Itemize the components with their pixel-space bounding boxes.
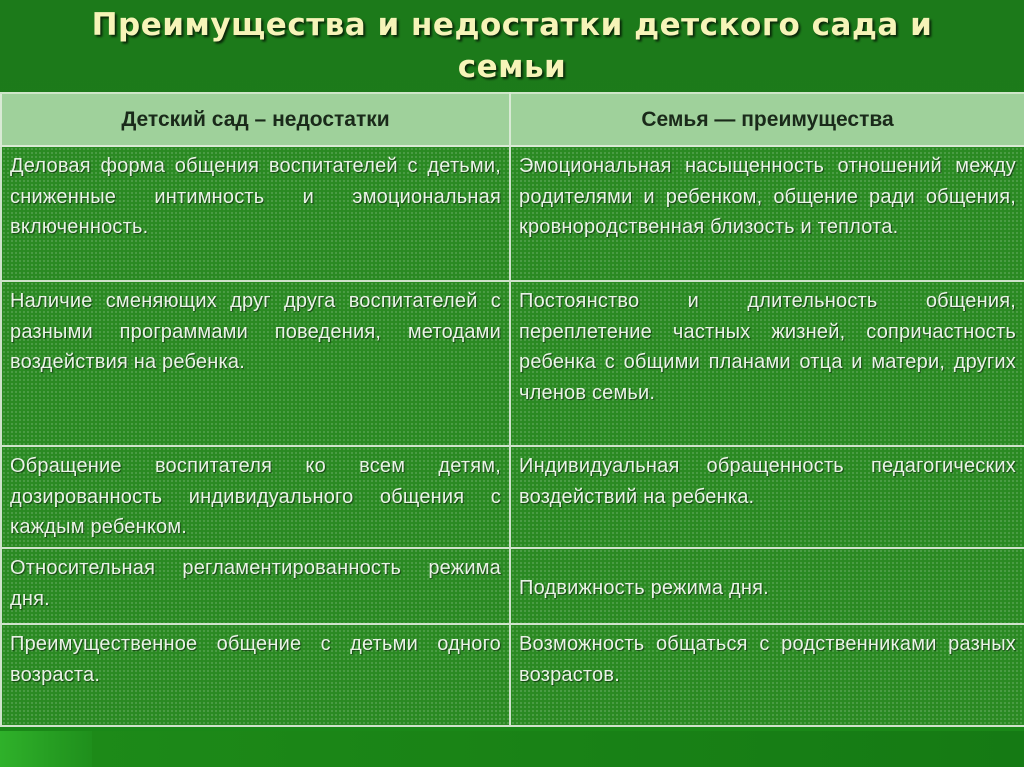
- table-row: [1, 548, 1024, 624]
- table-header-row: [1, 93, 1024, 146]
- kindergarten-cell: Относительная регламентированность режима дня.: [1, 548, 510, 624]
- kindergarten-cell: Наличие сменяющих друг друга воспитателей с разными программами поведения, методами воздействия на ребенка.: [1, 281, 510, 446]
- slide-title: Преимущества и недостатки детского сада и семьи: [91, 7, 933, 85]
- family-cell: Эмоциональная насыщенность отношений между родителями и ребенком, общение ради общения, кровнородственная близость и теплота.: [510, 146, 1024, 281]
- header-kindergarten-disadvantages: Детский сад – недостатки: [1, 93, 510, 146]
- kindergarten-cell: Обращение воспитателя ко всем детям, дозированность индивидуального общения с каждым ребенком.: [1, 446, 510, 548]
- family-cell: Индивидуальная обращенность педагогических воздействий на ребенка.: [510, 446, 1024, 548]
- comparison-table: [0, 92, 1024, 727]
- family-cell: Постоянство и длительность общения, переплетение частных жизней, сопричастность ребенка с общими планами отца и матери, других членов семьи.: [510, 281, 1024, 446]
- family-cell: Возможность общаться с родственниками разных возрастов.: [510, 624, 1024, 726]
- kindergarten-cell: Преимущественное общение с детьми одного возраста.: [1, 624, 510, 726]
- bottom-decor-strip: [0, 731, 1024, 767]
- kindergarten-cell: Деловая форма общения воспитателей с детьми, сниженные интимность и эмоциональная включенность.: [1, 146, 510, 281]
- family-cell: Подвижность режима дня.: [510, 548, 1024, 624]
- table-row: [1, 281, 1024, 446]
- header-family-advantages: Семья — преимущества: [510, 93, 1024, 146]
- table-row: [1, 624, 1024, 726]
- table-row: [1, 146, 1024, 281]
- bottom-corner-accent: [0, 731, 92, 767]
- table-row: [1, 446, 1024, 548]
